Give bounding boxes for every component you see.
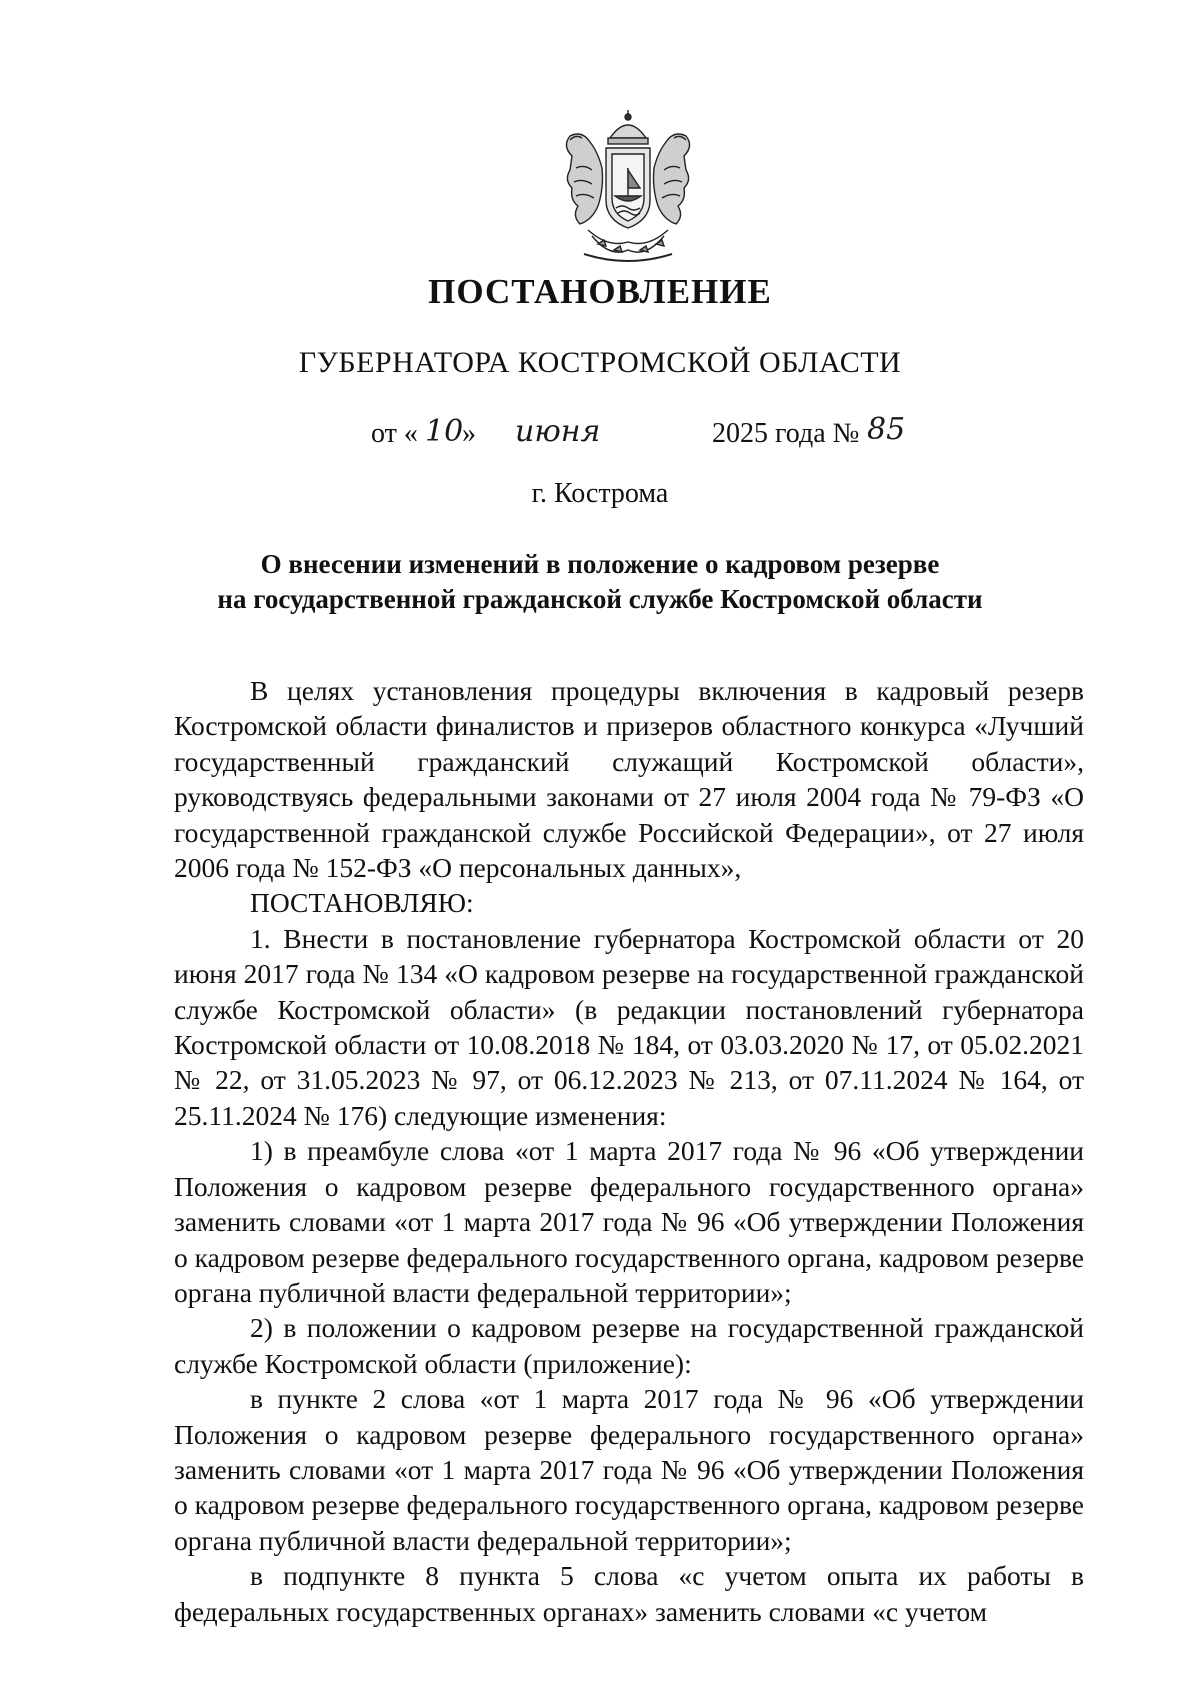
coat-of-arms-emblem <box>548 108 708 268</box>
date-year-number-label: 2025 года № <box>712 418 860 449</box>
document-issuer: ГУБЕРНАТОРА КОСТРОМСКОЙ ОБЛАСТИ <box>298 346 902 379</box>
paragraph-subitem-1: 1) в преамбуле слова «от 1 марта 2017 года № 96 «Об утверждении Положения о кадровом резерве федерального государственного органа» заменить словами «от 1 марта 2017 года № 96 «Об утверждении Положения о кадровом резерве федерального государственного органа, кадровом резерве органа публичной власти федеральной территории»; <box>174 1135 1084 1308</box>
subject-line-1: О внесении изменений в положение о кадровом резерве <box>260 549 940 579</box>
paragraph-decree: ПОСТАНОВЛЯЮ: <box>250 887 474 919</box>
subject-line-2: на государственной гражданской службе Костромской области <box>217 584 983 614</box>
document-number-handwritten: 85 <box>867 412 906 447</box>
document-title: ПОСТАНОВЛЕНИЕ <box>428 272 772 311</box>
date-month-handwritten: июня <box>515 414 601 449</box>
date-day-handwritten: 10 <box>425 414 464 449</box>
paragraph-clause-2: в пункте 2 слова «от 1 марта 2017 года № 96 «Об утверждении Положения о кадровом резерве федерального государственного органа» заменить словами «от 1 марта 2017 года № 96 «Об утверждении Положения о кадровом резерве федерального государственного органа, кадровом резерве органа публичной власти федеральной территории»; <box>174 1383 1084 1556</box>
paragraph-preamble: В целях установления процедуры включения в кадровый резерв Костромской области финалистов и призеров областного конкурса «Лучший государственный гражданский служащий Костромской области», руководствуясь федеральными законами от 27 июля 2004 года № 79-ФЗ «О государственной гражданской службе Российской Федерации», от 27 июля 2006 года № 152-ФЗ «О персональных данных», <box>174 675 1084 884</box>
city-line: г. Кострома <box>531 478 669 509</box>
paragraph-item-1: 1. Внести в постановление губернатора Костромской области от 20 июня 2017 года № 134 «О кадровом резерве на государственной гражданской службе Костромской области» (в редакции постановлений губернатора Костромской области от 10.08.2018 № 184, от 03.03.2020 № 17, от 05.02.2021 № 22, от 31.05.2023 № 97, от 06.12.2023 № 213, от 07.11.2024 № 164, от 25.11.2024 № 176) следующие изменения: <box>174 922 1084 1131</box>
paragraph-clause-5-8: в подпункте 8 пункта 5 слова «с учетом опыта их работы в федеральных государственных органах» заменить словами «с учетом <box>174 1560 1084 1627</box>
document-body <box>174 673 1084 1629</box>
date-prefix: от « <box>371 418 418 449</box>
paragraph-subitem-2: 2) в положении о кадровом резерве на государственной гражданской службе Костромской области (приложение): <box>174 1312 1084 1379</box>
date-day-close: » <box>462 418 476 449</box>
date-line <box>0 412 1200 458</box>
